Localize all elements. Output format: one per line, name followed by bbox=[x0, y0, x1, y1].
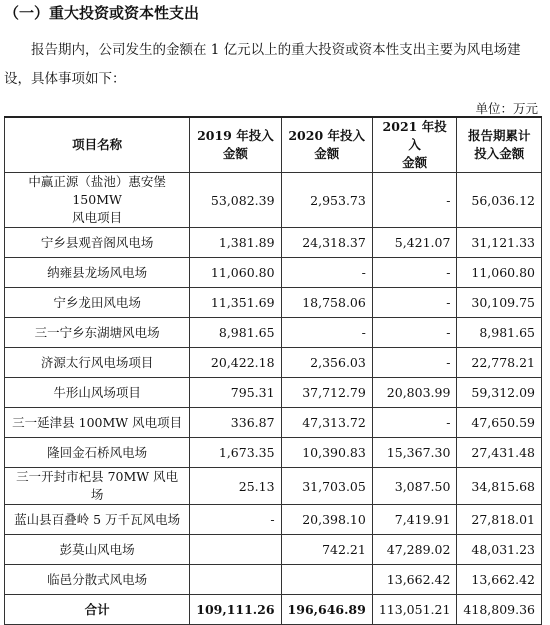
amount-2021-cell: 20,803.99 bbox=[372, 378, 457, 408]
amount-2019-cell: 1,381.89 bbox=[190, 228, 281, 258]
table-header-row bbox=[5, 117, 542, 173]
amount-2019-cell: - bbox=[190, 505, 281, 535]
table-row bbox=[5, 173, 542, 228]
table-row bbox=[5, 535, 542, 565]
cumulative-amount-cell: 27,818.01 bbox=[457, 505, 542, 535]
table-row bbox=[5, 348, 542, 378]
table-row bbox=[5, 378, 542, 408]
amount-2021-cell: - bbox=[372, 408, 457, 438]
amount-2021-cell: 7,419.91 bbox=[372, 505, 457, 535]
project-name-cell: 临邑分散式风电场 bbox=[5, 565, 190, 595]
total-label-cell: 合计 bbox=[5, 595, 190, 625]
table-row bbox=[5, 438, 542, 468]
amount-2021-cell: 13,662.42 bbox=[372, 565, 457, 595]
total-2019-cell: 109,111.26 bbox=[190, 595, 281, 625]
amount-2020-cell: 31,703.05 bbox=[281, 468, 372, 505]
table-row bbox=[5, 228, 542, 258]
amount-2019-cell bbox=[190, 535, 281, 565]
amount-2021-cell: - bbox=[372, 318, 457, 348]
table-row bbox=[5, 565, 542, 595]
amount-2019-cell: 53,082.39 bbox=[190, 173, 281, 228]
project-name-cell: 宁乡县观音阁风电场 bbox=[5, 228, 190, 258]
header-2020: 2020 年投入 金额 bbox=[281, 117, 372, 173]
amount-2020-cell: 2,356.03 bbox=[281, 348, 372, 378]
project-name-cell: 纳雍县龙场风电场 bbox=[5, 258, 190, 288]
amount-2019-cell: 1,673.35 bbox=[190, 438, 281, 468]
header-2021: 2021 年投入 金额 bbox=[372, 117, 457, 173]
amount-2020-cell: 24,318.37 bbox=[281, 228, 372, 258]
project-name-cell: 隆回金石桥风电场 bbox=[5, 438, 190, 468]
amount-2019-cell: 11,351.69 bbox=[190, 288, 281, 318]
intro-paragraph: 报告期内，公司发生的金额在 1 亿元以上的重大投资或资本性支出主要为风电场建设，具体事项如下： bbox=[4, 42, 521, 87]
table-row bbox=[5, 258, 542, 288]
total-2021-cell: 113,051.21 bbox=[372, 595, 457, 625]
table-row bbox=[5, 505, 542, 535]
amount-2020-cell: - bbox=[281, 318, 372, 348]
amount-2021-cell: 47,289.02 bbox=[372, 535, 457, 565]
amount-2020-cell: 10,390.83 bbox=[281, 438, 372, 468]
cumulative-amount-cell: 11,060.80 bbox=[457, 258, 542, 288]
amount-2019-cell: 11,060.80 bbox=[190, 258, 281, 288]
project-name-cell: 牛形山风场项目 bbox=[5, 378, 190, 408]
total-row bbox=[5, 595, 542, 625]
project-name-cell: 宁乡龙田风电场 bbox=[5, 288, 190, 318]
amount-2020-cell: 742.21 bbox=[281, 535, 372, 565]
amount-2019-cell: 25.13 bbox=[190, 468, 281, 505]
table-row bbox=[5, 288, 542, 318]
cumulative-amount-cell: 27,431.48 bbox=[457, 438, 542, 468]
amount-2019-cell: 336.87 bbox=[190, 408, 281, 438]
header-project-name: 项目名称 bbox=[5, 117, 190, 173]
cumulative-amount-cell: 47,650.59 bbox=[457, 408, 542, 438]
amount-2019-cell bbox=[190, 565, 281, 595]
amount-2019-cell: 795.31 bbox=[190, 378, 281, 408]
cumulative-amount-cell: 13,662.42 bbox=[457, 565, 542, 595]
project-name-cell: 济源太行风电场项目 bbox=[5, 348, 190, 378]
project-name-cell: 三一开封市杞县 70MW 风电场 bbox=[5, 468, 190, 505]
amount-2020-cell: 2,953.73 bbox=[281, 173, 372, 228]
total-cumulative-cell: 418,809.36 bbox=[457, 595, 542, 625]
amount-2020-cell: 47,313.72 bbox=[281, 408, 372, 438]
cumulative-amount-cell: 34,815.68 bbox=[457, 468, 542, 505]
project-name-cell: 彭莫山风电场 bbox=[5, 535, 190, 565]
amount-2021-cell: 3,087.50 bbox=[372, 468, 457, 505]
amount-2020-cell: 18,758.06 bbox=[281, 288, 372, 318]
unit-label: 单位：万元 bbox=[475, 101, 538, 116]
cumulative-amount-cell: 56,036.12 bbox=[457, 173, 542, 228]
amount-2021-cell: - bbox=[372, 258, 457, 288]
amount-2019-cell: 8,981.65 bbox=[190, 318, 281, 348]
amount-2019-cell: 20,422.18 bbox=[190, 348, 281, 378]
amount-2021-cell: - bbox=[372, 288, 457, 318]
amount-2020-cell: 20,398.10 bbox=[281, 505, 372, 535]
investment-table bbox=[4, 116, 542, 625]
table-row bbox=[5, 408, 542, 438]
cumulative-amount-cell: 31,121.33 bbox=[457, 228, 542, 258]
amount-2020-cell: - bbox=[281, 258, 372, 288]
header-cumulative: 报告期累计 投入金额 bbox=[457, 117, 542, 173]
total-2020-cell: 196,646.89 bbox=[281, 595, 372, 625]
cumulative-amount-cell: 8,981.65 bbox=[457, 318, 542, 348]
amount-2021-cell: 15,367.30 bbox=[372, 438, 457, 468]
project-name-cell: 中赢正源（盐池）惠安堡 150MW 风电项目 bbox=[5, 173, 190, 228]
cumulative-amount-cell: 30,109.75 bbox=[457, 288, 542, 318]
table-row bbox=[5, 468, 542, 505]
project-name-cell: 三一延津县 100MW 风电项目 bbox=[5, 408, 190, 438]
amount-2021-cell: - bbox=[372, 348, 457, 378]
header-2019: 2019 年投入 金额 bbox=[190, 117, 281, 173]
project-name-cell: 三一宁乡东湖塘风电场 bbox=[5, 318, 190, 348]
amount-2021-cell: 5,421.07 bbox=[372, 228, 457, 258]
cumulative-amount-cell: 48,031.23 bbox=[457, 535, 542, 565]
amount-2021-cell: - bbox=[372, 173, 457, 228]
project-name-cell: 蓝山县百叠岭 5 万千瓦风电场 bbox=[5, 505, 190, 535]
amount-2020-cell: 37,712.79 bbox=[281, 378, 372, 408]
amount-2020-cell bbox=[281, 565, 372, 595]
section-title: （一）重大投资或资本性支出 bbox=[4, 4, 200, 22]
table-row bbox=[5, 318, 542, 348]
cumulative-amount-cell: 59,312.09 bbox=[457, 378, 542, 408]
cumulative-amount-cell: 22,778.21 bbox=[457, 348, 542, 378]
